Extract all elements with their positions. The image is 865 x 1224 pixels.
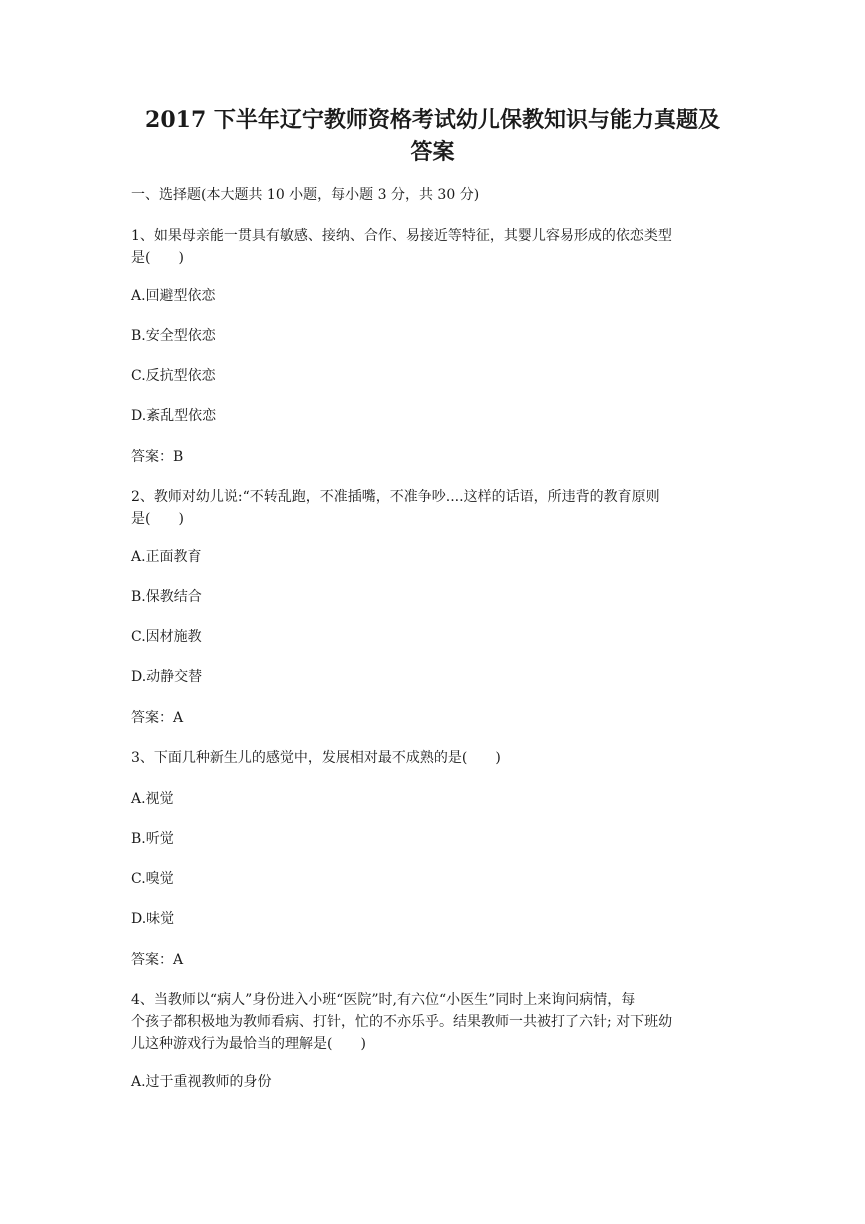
question-1-option-c: C.反抗型依恋 [131, 368, 216, 384]
question-3-option-a: A.视觉 [131, 791, 174, 807]
question-1-option-a: A.回避型依恋 [131, 288, 216, 304]
question-1-stem [131, 225, 736, 269]
title-line-2: 答案 [410, 139, 455, 165]
question-2-stem [131, 486, 736, 530]
question-3-stem: 3、下面几种新生儿的感觉中，发展相对最不成熟的是( ) [131, 750, 501, 766]
section-heading: 一、选择题(本大题共 10 小题，每小题 3 分，共 30 分) [131, 187, 480, 203]
question-1-option-b: B.安全型依恋 [131, 328, 216, 344]
question-3-option-b: B.听觉 [131, 831, 174, 847]
question-4-stem [131, 989, 736, 1055]
question-4-line-2: 个孩子都积极地为教师看病、打针，忙的不亦乐乎。结果教师一共被打了六针; 对下班幼 [131, 1014, 673, 1030]
question-2-line-2: 是( ) [131, 511, 184, 527]
question-3-option-d: D.味觉 [131, 911, 175, 927]
question-2-option-c: C.因材施教 [131, 629, 202, 645]
question-1-answer: 答案：B [131, 449, 184, 465]
question-3-answer: 答案：A [131, 952, 184, 968]
question-1-line-2: 是( ) [131, 250, 184, 266]
question-4-line-1: 4、当教师以“病人”身份进入小班“医院”时,有六位“小医生”同时上来询问病情，每 [131, 992, 636, 1008]
question-4-option-a: A.过于重视教师的身份 [131, 1074, 272, 1090]
question-4-line-3: 儿这种游戏行为最恰当的理解是( ) [131, 1036, 366, 1052]
question-2-option-a: A.正面教育 [131, 549, 202, 565]
title-line-1: 2017 下半年辽宁教师资格考试幼儿保教知识与能力真题及 [145, 107, 720, 133]
question-2-option-b: B.保教结合 [131, 589, 202, 605]
question-3-option-c: C.嗅觉 [131, 871, 174, 887]
question-1-option-d: D.紊乱型依恋 [131, 408, 217, 424]
document-title [100, 104, 765, 168]
question-2-answer: 答案：A [131, 710, 184, 726]
question-1-line-1: 1、如果母亲能一贯具有敏感、接纳、合作、易接近等特征，其婴儿容易形成的依恋类型 [131, 228, 672, 244]
question-2-option-d: D.动静交替 [131, 669, 203, 685]
question-2-line-1: 2、教师对幼儿说:“不转乱跑，不准插嘴，不准争吵....这样的话语，所违背的教育原则 [131, 489, 660, 505]
